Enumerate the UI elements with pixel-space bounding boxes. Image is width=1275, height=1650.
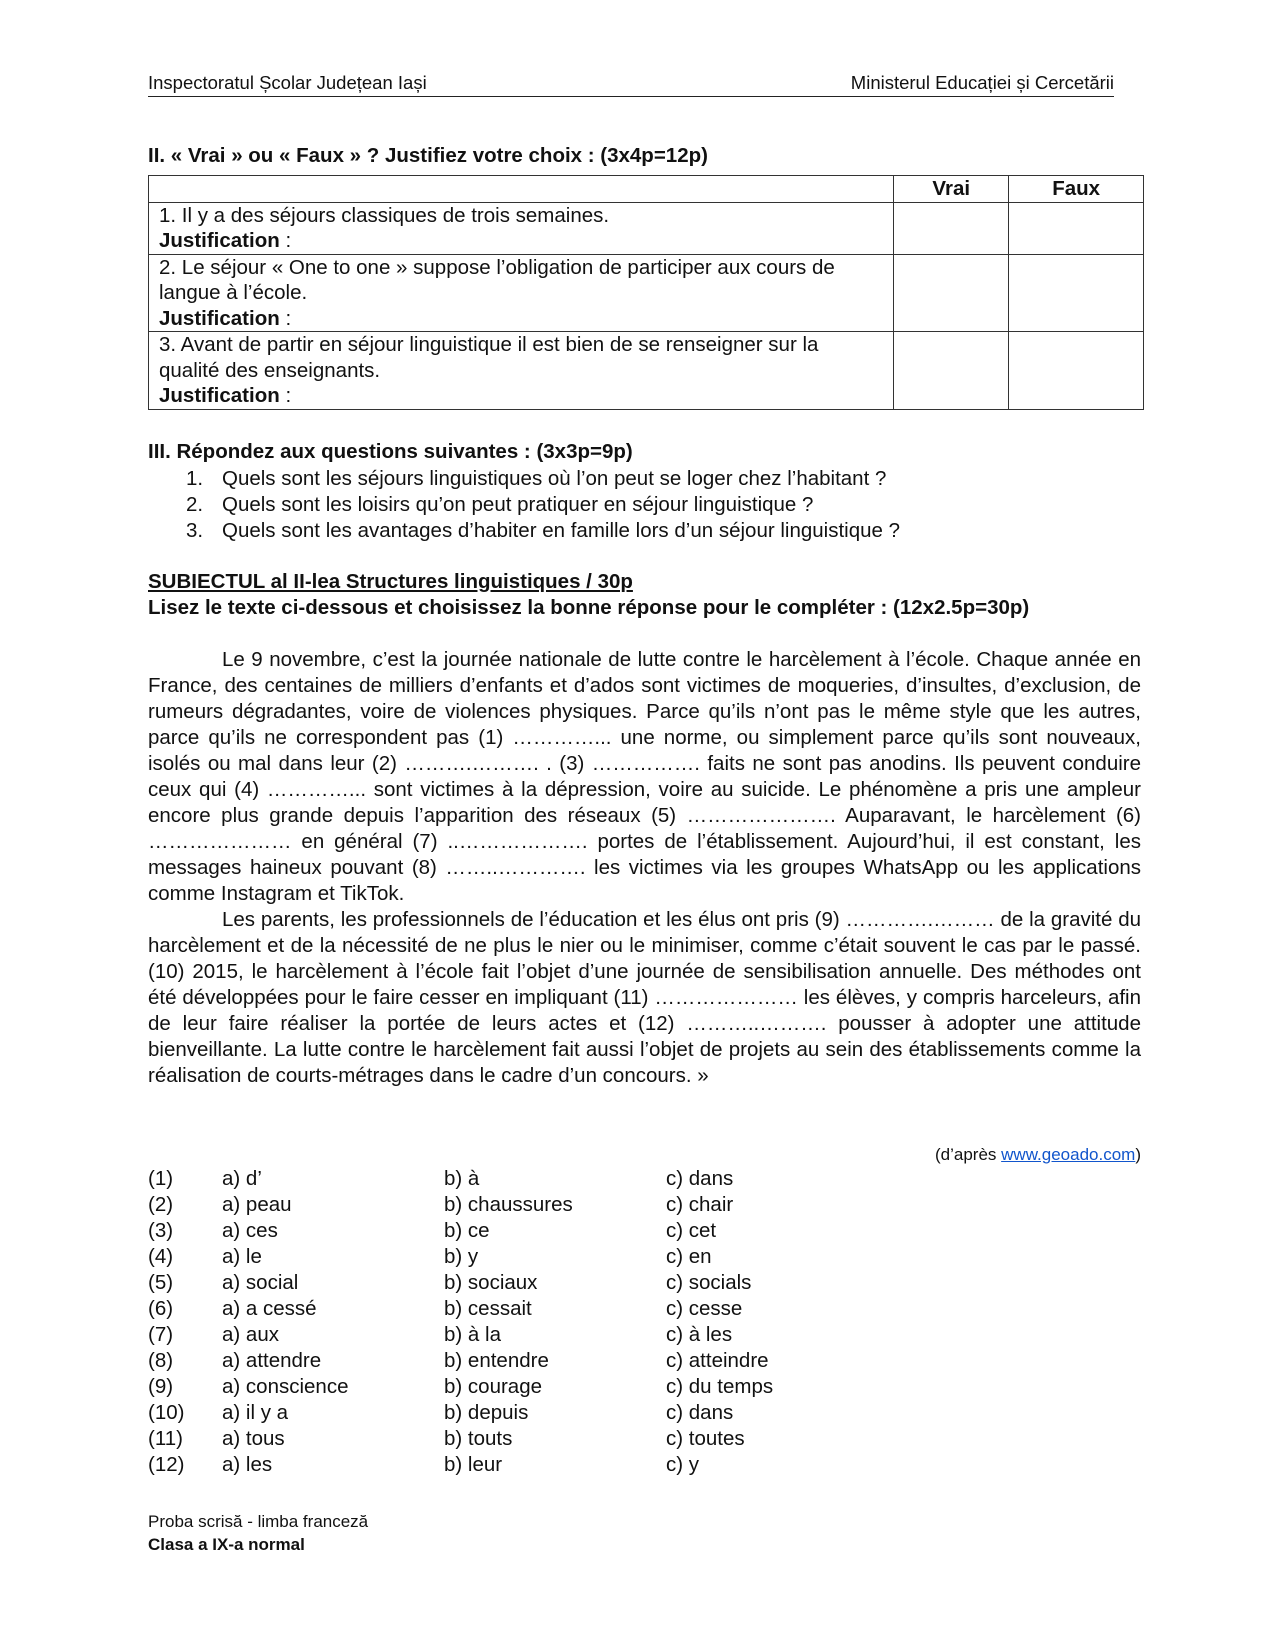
option-c[interactable]: c) en <box>666 1245 712 1268</box>
footer-exam-name: Proba scrisă - limba franceză <box>148 1512 369 1531</box>
option-c[interactable]: c) cet <box>666 1219 717 1242</box>
question-text: Quels sont les avantages d’habiter en famille lors d’un séjour linguistique ? <box>222 519 901 542</box>
option-a[interactable]: a) tous <box>222 1427 285 1450</box>
option-a[interactable]: a) ces <box>222 1219 278 1242</box>
question-text: Quels sont les loisirs qu’on peut pratiquer en séjour linguistique ? <box>222 493 814 516</box>
question-text: Quels sont les séjours linguistiques où l’on peut se loger chez l’habitant ? <box>222 467 887 490</box>
option-b[interactable]: b) leur <box>444 1453 503 1476</box>
statement-text: 3. Avant de partir en séjour linguistique il est bien de se renseigner sur la qualité des enseignants. <box>159 333 819 382</box>
option-number: (5) <box>148 1271 174 1294</box>
header-inspectorate: Inspectoratul Școlar Județean Iași <box>148 72 427 93</box>
question-number: 2. <box>186 493 204 516</box>
list-item <box>186 518 900 544</box>
statement-text: 2. Le séjour « One to one » suppose l’obligation de participer aux cours de langue à l’école. <box>159 255 835 304</box>
justification-label: Justification <box>159 384 280 407</box>
table-row <box>149 332 1144 410</box>
option-row <box>148 1374 773 1400</box>
question-number: 3. <box>186 519 204 542</box>
option-b[interactable]: b) cessait <box>444 1297 532 1320</box>
option-a[interactable]: a) attendre <box>222 1349 322 1372</box>
option-b[interactable]: b) depuis <box>444 1401 529 1424</box>
justification-label: Justification <box>159 306 280 330</box>
option-b[interactable]: b) touts <box>444 1427 513 1450</box>
option-number: (12) <box>148 1453 185 1476</box>
answer-options <box>148 1166 773 1478</box>
source-prefix: (d’après <box>935 1145 1002 1164</box>
footer-class: Clasa a IX-a normal <box>148 1535 305 1554</box>
option-c[interactable]: c) atteindre <box>666 1349 769 1372</box>
statement-cell <box>149 202 894 254</box>
column-header-faux: Faux <box>1009 176 1144 203</box>
table-row <box>149 254 1144 332</box>
text-paragraph: Les parents, les professionnels de l’éducation et les élus ont pris (9) ………….……… de la gravité du harcèlement et de la nécessité de ne plus le nier ou le minimiser, comme c’était souvent le cas par le passé. (10) 2015, le harcèlement à l’école fait l’objet d’une journée de sensibilisation annuelle. Des méthodes ont été développées pour le faire cesser en impliquant (11) ………………… les élèves, y compris harceleurs, afin de leur faire réaliser la portée de leurs actes et (12) ………..………. pousser à adopter une attitude bienveillante. La lutte contre le harcèlement fait aussi l’objet de projets au sein des établissements comme la réalisation de courts-métrages dans le cadre d’un concours. » <box>148 908 1141 1087</box>
source-suffix: ) <box>1135 1145 1141 1164</box>
option-number: (6) <box>148 1297 174 1320</box>
table-row <box>149 202 1144 254</box>
option-b[interactable]: b) chaussures <box>444 1193 573 1216</box>
option-row <box>148 1348 773 1374</box>
page-footer <box>148 1510 368 1556</box>
true-false-table <box>148 175 1144 410</box>
option-number: (7) <box>148 1323 174 1346</box>
option-row <box>148 1218 773 1244</box>
option-row <box>148 1400 773 1426</box>
section-3-title: III. Répondez aux questions suivantes : (3x3p=9p) <box>148 440 633 463</box>
option-a[interactable]: a) social <box>222 1271 299 1294</box>
statement-cell <box>149 254 894 332</box>
column-header-vrai: Vrai <box>894 176 1009 203</box>
option-c[interactable]: c) dans <box>666 1401 734 1424</box>
option-b[interactable]: b) y <box>444 1245 479 1268</box>
faux-answer-cell[interactable] <box>1009 254 1144 332</box>
header-ministry: Ministerul Educației și Cercetării <box>850 72 1114 93</box>
option-a[interactable]: a) d’ <box>222 1167 262 1190</box>
justification-label: Justification <box>159 229 280 252</box>
option-a[interactable]: a) peau <box>222 1193 292 1216</box>
vrai-answer-cell[interactable] <box>894 332 1009 410</box>
option-b[interactable]: b) à <box>444 1167 480 1190</box>
faux-answer-cell[interactable] <box>1009 332 1144 410</box>
option-a[interactable]: a) aux <box>222 1323 279 1346</box>
option-c[interactable]: c) à les <box>666 1323 733 1346</box>
vrai-answer-cell[interactable] <box>894 202 1009 254</box>
column-header-statement <box>149 176 894 203</box>
option-row <box>148 1192 773 1218</box>
option-a[interactable]: a) a cessé <box>222 1297 317 1320</box>
option-b[interactable]: b) à la <box>444 1323 501 1346</box>
option-row <box>148 1322 773 1348</box>
option-b[interactable]: b) courage <box>444 1375 543 1398</box>
list-item <box>186 466 900 492</box>
option-c[interactable]: c) du temps <box>666 1375 774 1398</box>
option-row <box>148 1166 773 1192</box>
justification-colon: : <box>279 229 292 252</box>
option-number: (2) <box>148 1193 174 1216</box>
option-c[interactable]: c) toutes <box>666 1427 745 1450</box>
vrai-answer-cell[interactable] <box>894 254 1009 332</box>
option-b[interactable]: b) ce <box>444 1219 490 1242</box>
option-number: (4) <box>148 1245 174 1268</box>
option-a[interactable]: a) le <box>222 1245 262 1268</box>
question-list <box>186 466 900 544</box>
option-row <box>148 1296 773 1322</box>
list-item <box>186 492 900 518</box>
section-2-title: II. « Vrai » ou « Faux » ? Justifiez votre choix : (3x4p=12p) <box>148 144 708 167</box>
option-c[interactable]: c) socials <box>666 1271 752 1294</box>
option-row <box>148 1452 773 1478</box>
page-header <box>148 72 1114 97</box>
option-row <box>148 1244 773 1270</box>
justification-colon: : <box>279 306 292 330</box>
statement-cell <box>149 332 894 410</box>
option-a[interactable]: a) les <box>222 1453 273 1476</box>
option-b[interactable]: b) entendre <box>444 1349 549 1372</box>
subject-2-instruction: Lisez le texte ci-dessous et choisissez la bonne réponse pour le compléter : (12x2.5p=30p) <box>148 596 1030 619</box>
option-number: (1) <box>148 1167 174 1190</box>
statement-text: 1. Il y a des séjours classiques de trois semaines. <box>159 203 610 227</box>
reading-text <box>148 647 1141 1089</box>
option-number: (8) <box>148 1349 174 1372</box>
source-link[interactable]: www.geoado.com <box>1001 1145 1136 1164</box>
justification-colon: : <box>279 384 292 407</box>
option-c[interactable]: c) dans <box>666 1167 734 1190</box>
option-b[interactable]: b) sociaux <box>444 1271 538 1294</box>
source-citation <box>935 1145 1141 1165</box>
option-row <box>148 1426 773 1452</box>
option-number: (11) <box>148 1427 183 1450</box>
option-number: (9) <box>148 1375 174 1398</box>
text-paragraph: Le 9 novembre, c’est la journée nationale de lutte contre le harcèlement à l’école. Chaque année en France, des centaines de milliers d’enfants et d’ados sont victimes de moqueries, d’insultes, d’exclusion, de rumeurs dégradantes, voire de violences physiques. Parce qu’ils n’ont pas le même style que les autres, parce qu’ils ne correspondent pas (1) …………... une norme, ou simplement parce qu’ils sont nouveaux, isolés ou mal dans leur (2) ……….………. . (3) ……………. faits ne sont pas anodins. Ils peuvent conduire ceux qui (4) …………... sont victimes à la dépression, voire au suicide. Le phénomène a pris une ampleur encore plus grande depuis l’apparition des réseaux (5) …………………. Auparavant, le harcèlement (6) ………………… en général (7) ..………………. portes de l’établissement. Aujourd’hui, il est constant, les messages haineux pouvant (8) ……..…………. les victimes via les groupes WhatsApp ou les applications comme Instagram et TikTok. <box>148 648 1141 905</box>
option-c[interactable]: c) chair <box>666 1193 734 1216</box>
option-row <box>148 1270 773 1296</box>
option-number: (10) <box>148 1401 185 1424</box>
table-header-row <box>149 176 1144 203</box>
option-c[interactable]: c) cesse <box>666 1297 743 1320</box>
question-number: 1. <box>186 467 204 490</box>
subject-2-title: SUBIECTUL al II-lea Structures linguistiques / 30p <box>148 570 633 593</box>
option-number: (3) <box>148 1219 174 1242</box>
option-a[interactable]: a) conscience <box>222 1375 349 1398</box>
faux-answer-cell[interactable] <box>1009 202 1144 254</box>
option-c[interactable]: c) y <box>666 1453 700 1476</box>
option-a[interactable]: a) il y a <box>222 1401 289 1424</box>
